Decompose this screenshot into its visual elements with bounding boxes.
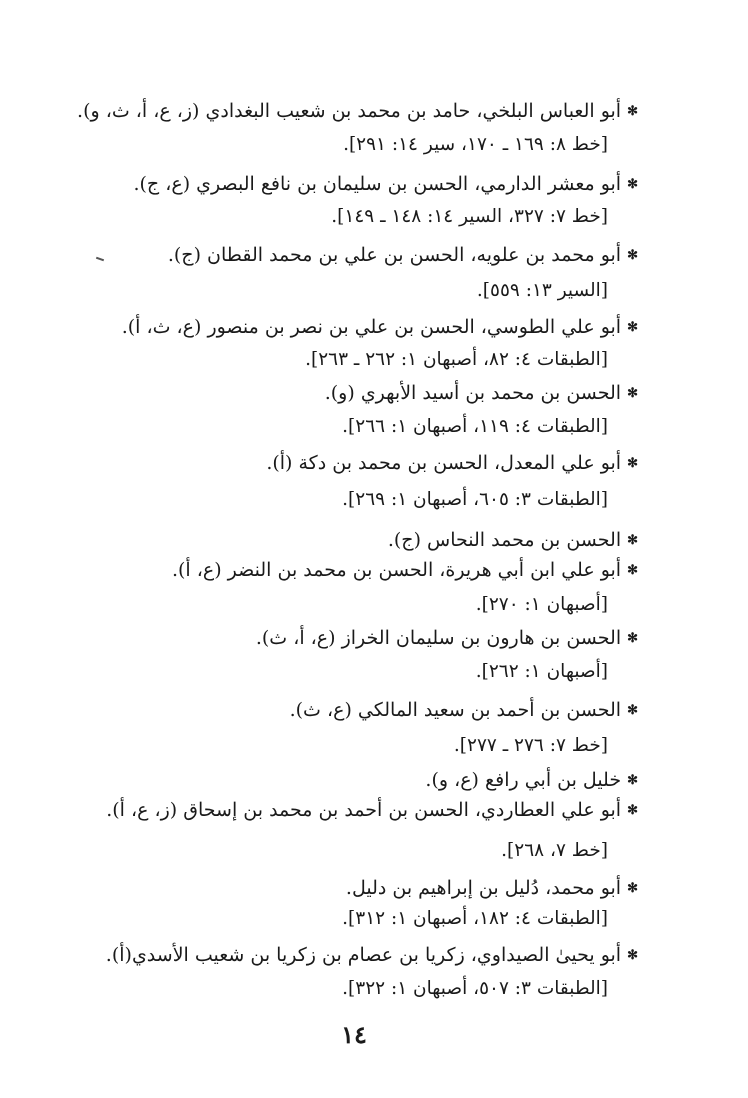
entry-name: ✻أبو العباس البلخي، حامد بن محمد بن شعيب البغدادي (ز، ع، أ، ث، و). (77, 98, 638, 125)
entry-reference: [خط ٧: ٣٢٧، السير ١٤: ١٤٨ ـ ١٤٩]. (331, 206, 608, 227)
entry-reference: [خط ٧: ٢٧٦ ـ ٢٧٧]. (453, 735, 608, 756)
page-number: ١٤ (341, 1020, 367, 1049)
entry-star-icon: ✻ (627, 948, 638, 963)
entry-star-icon: ✻ (627, 773, 638, 788)
entry-name: ✻الحسن بن محمد النحاس (ج). (388, 527, 638, 554)
entry-name: ✻أبو يحيىٰ الصيداوي، زكريا بن عصام بن زكريا بن شعيب الأسدي(أ). (106, 942, 638, 969)
entry-name: ✻أبو معشر الدارمي، الحسن بن سليمان بن نافع البصري (ع، ج). (133, 171, 638, 198)
entry-reference: [السير ١٣: ٥٥٩]. (476, 280, 608, 301)
entry-name: ✻الحسن بن أحمد بن سعيد المالكي (ع، ث). (290, 697, 638, 724)
entry-name: ✻أبو علي الطوسي، الحسن بن علي بن نصر بن منصور (ع، ث، أ). (122, 314, 638, 341)
entry-name: ✻أبو علي العطاردي، الحسن بن أحمد بن محمد بن إسحاق (ز، ع، أ). (106, 797, 638, 824)
entry-star-icon: ✻ (627, 563, 638, 578)
entry-name: ✻أبو محمد بن علويه، الحسن بن علي بن محمد القطان (ج). (168, 242, 638, 269)
entry-reference: [الطبقات ٤: ١١٩، أصبهان ١: ٢٦٦]. (342, 416, 608, 437)
entry-reference: [خط ٧، ٢٦٨]. (501, 840, 608, 861)
entry-name: ✻الحسن بن هارون بن سليمان الخراز (ع، أ، ث). (256, 625, 638, 652)
entry-star-icon: ✻ (627, 803, 638, 818)
entry-star-icon: ✻ (627, 104, 638, 119)
entry-star-icon: ✻ (627, 386, 638, 401)
entry-name: ✻أبو علي ابن أبي هريرة، الحسن بن محمد بن النضر (ع، أ). (172, 557, 638, 584)
entry-star-icon: ✻ (627, 456, 638, 471)
entry-name: ✻أبو محمد، دُليل بن إبراهيم بن دليل. (346, 875, 638, 902)
entry-reference: [أصبهان ١: ٢٦٢]. (475, 661, 608, 682)
entry-reference: [الطبقات ٤: ٨٢، أصبهان ١: ٢٦٢ ـ ٢٦٣]. (305, 349, 608, 370)
entry-reference: [خط ٨: ١٦٩ ـ ١٧٠، سير ١٤: ٢٩١]. (343, 134, 608, 155)
entry-star-icon: ✻ (627, 177, 638, 192)
entry-reference: [أصبهان ١: ٢٧٠]. (475, 594, 608, 615)
entry-reference: [الطبقات ٣: ٦٠٥، أصبهان ١: ٢٦٩]. (342, 489, 608, 510)
entry-name: ✻خليل بن أبي رافع (ع، و). (425, 767, 638, 794)
entry-name: ✻الحسن بن محمد بن أسيد الأبهري (و). (325, 380, 638, 407)
entry-star-icon: ✻ (627, 248, 638, 263)
entry-star-icon: ✻ (627, 533, 638, 548)
scan-speck (96, 257, 104, 262)
entry-star-icon: ✻ (627, 703, 638, 718)
entry-reference: [الطبقات ٣: ٥٠٧، أصبهان ١: ٣٢٢]. (342, 978, 608, 999)
entry-reference: [الطبقات ٤: ١٨٢، أصبهان ١: ٣١٢]. (342, 908, 608, 929)
entry-name: ✻أبو علي المعدل، الحسن بن محمد بن دكة (أ). (266, 450, 638, 477)
entry-star-icon: ✻ (627, 881, 638, 896)
entry-star-icon: ✻ (627, 631, 638, 646)
entry-star-icon: ✻ (627, 320, 638, 335)
